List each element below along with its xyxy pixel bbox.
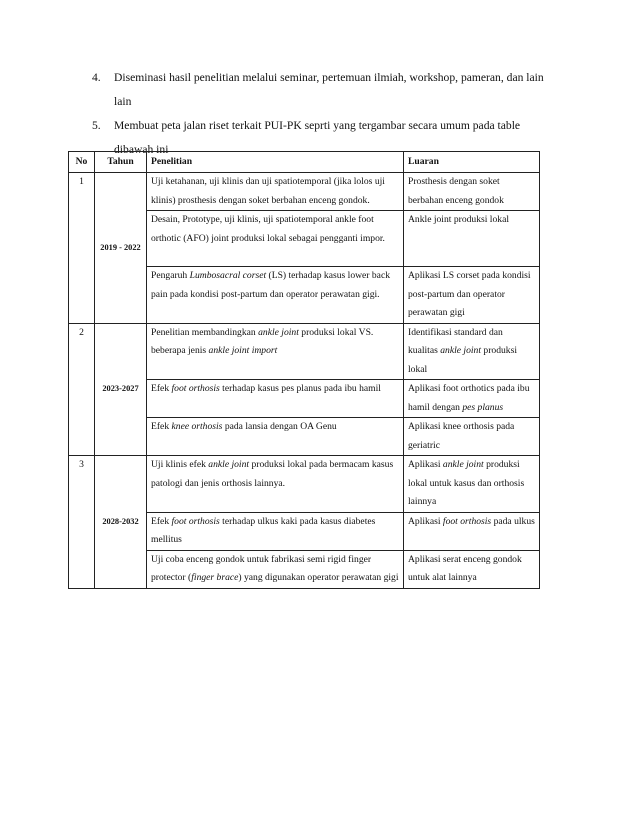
header-tahun: Tahun <box>95 152 147 173</box>
cell-penelitian: Uji klinis efek ankle joint produksi lokal pada bermacam kasus patologi dan jenis orthosis lainnya. <box>147 456 404 513</box>
list-text: Membuat peta jalan riset terkait PUI-PK seprti yang tergambar secara umum pada table dibawah ini <box>114 119 521 156</box>
cell-penelitian: Efek foot orthosis terhadap kasus pes planus pada ibu hamil <box>147 380 404 418</box>
cell-penelitian: Efek foot orthosis terhadap ulkus kaki pada kasus diabetes mellitus <box>147 512 404 550</box>
cell-penelitian: Desain, Prototype, uji klinis, uji spatiotemporal ankle foot orthotic (AFO) joint produksi lokal sebagai pengganti impor. <box>147 211 404 267</box>
cell-penelitian: Penelitian membandingkan ankle joint produksi lokal VS. beberapa jenis ankle joint import <box>147 323 404 380</box>
cell-tahun: 2019 - 2022 <box>95 173 147 324</box>
cell-luaran: Identifikasi standard dan kualitas ankle joint produksi lokal <box>404 323 540 380</box>
cell-tahun: 2023-2027 <box>95 323 147 456</box>
cell-tahun: 2028-2032 <box>95 456 147 589</box>
cell-luaran: Aplikasi knee orthosis pada geriatric <box>404 418 540 456</box>
cell-no: 1 <box>69 173 95 324</box>
list-text: Diseminasi hasil penelitian melalui seminar, pertemuan ilmiah, workshop, pameran, dan lain lain <box>114 71 544 108</box>
cell-luaran: Aplikasi foot orthosis pada ulkus <box>404 512 540 550</box>
header-no: No <box>69 152 95 173</box>
cell-luaran: Aplikasi serat enceng gondok untuk alat lainnya <box>404 550 540 588</box>
cell-penelitian: Efek knee orthosis pada lansia dengan OA Genu <box>147 418 404 456</box>
cell-no: 3 <box>69 456 95 589</box>
list-number: 4. <box>92 71 101 84</box>
table-row <box>69 323 540 380</box>
table-header-row <box>69 152 540 173</box>
cell-no: 2 <box>69 323 95 456</box>
table-row <box>69 456 540 513</box>
table-row <box>69 173 540 211</box>
header-luaran: Luaran <box>404 152 540 173</box>
cell-penelitian: Pengaruh Lumbosacral corset (LS) terhadap kasus lower back pain pada kondisi post-partum dan operator perawatan gigi. <box>147 267 404 324</box>
cell-luaran: Aplikasi ankle joint produksi lokal untuk kasus dan orthosis lainnya <box>404 456 540 513</box>
list-item <box>92 66 562 114</box>
cell-luaran: Aplikasi foot orthotics pada ibu hamil dengan pes planus <box>404 380 540 418</box>
cell-penelitian: Uji coba enceng gondok untuk fabrikasi semi rigid finger protector (finger brace) yang digunakan operator perawatan gigi <box>147 550 404 588</box>
cell-penelitian: Uji ketahanan, uji klinis dan uji spatiotemporal (jika lolos uji klinis) prosthesis dengan soket berbahan enceng gondok. <box>147 173 404 211</box>
cell-luaran: Aplikasi LS corset pada kondisi post-partum dan operator perawatan gigi <box>404 267 540 324</box>
numbered-list <box>92 66 562 162</box>
cell-luaran: Prosthesis dengan soket berbahan enceng gondok <box>404 173 540 211</box>
cell-luaran: Ankle joint produksi lokal <box>404 211 540 267</box>
research-roadmap-table <box>68 151 540 589</box>
list-number: 5. <box>92 119 101 132</box>
header-penelitian: Penelitian <box>147 152 404 173</box>
